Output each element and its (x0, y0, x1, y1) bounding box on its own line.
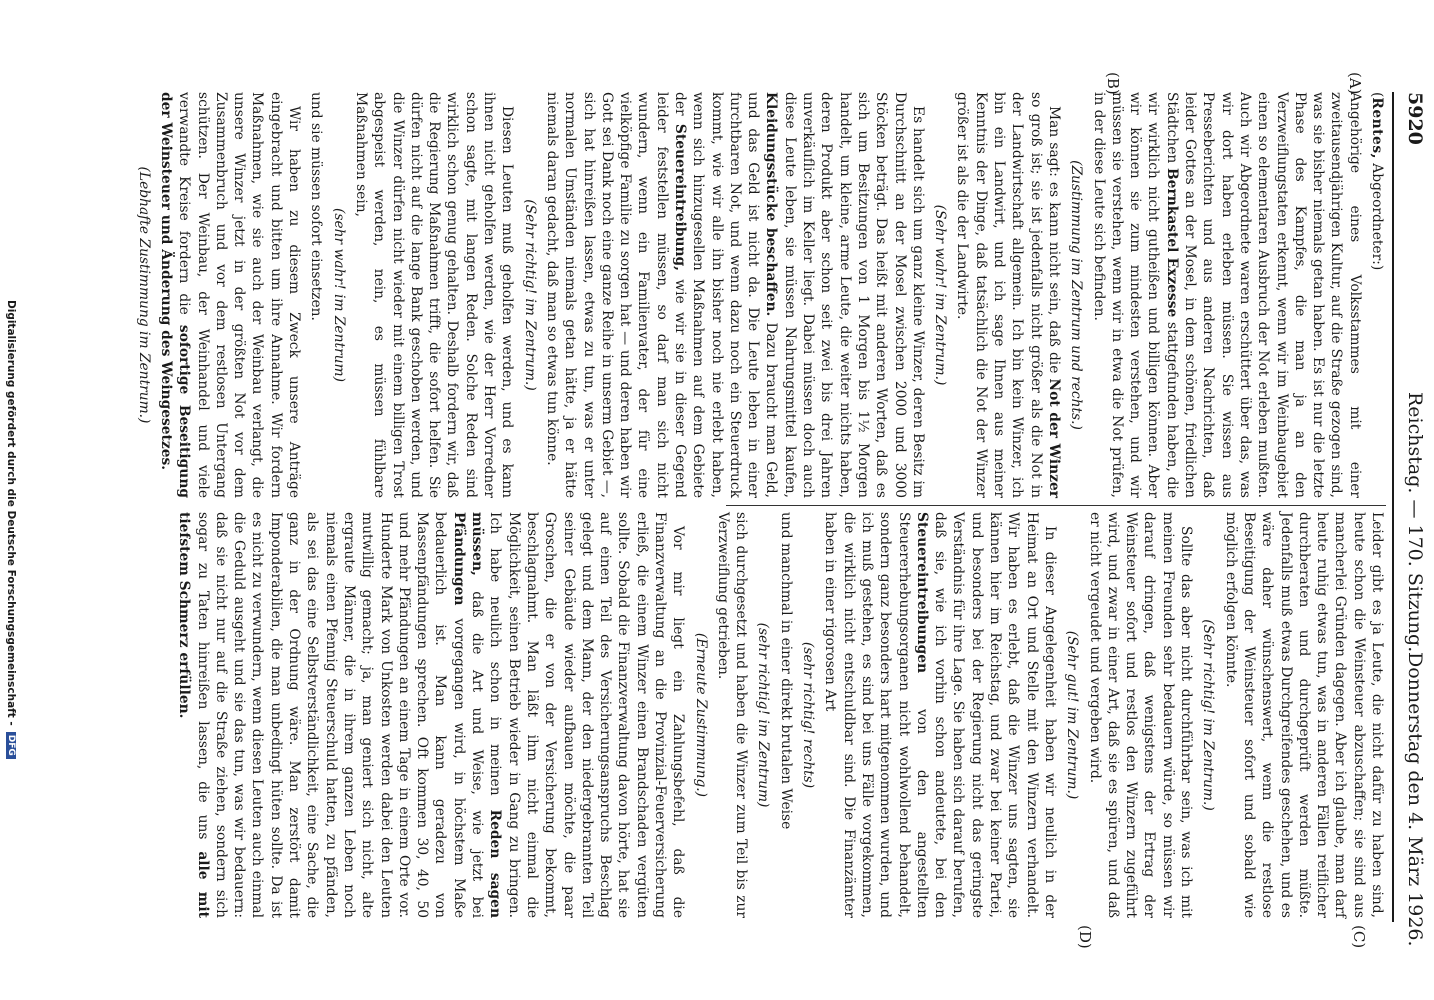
margin-marker-a: (A) (1346, 72, 1364, 95)
margin-marker-b: (B) (1104, 72, 1122, 95)
paragraph: und sie müssen sofort einsetzen. (308, 92, 325, 321)
header-rule (1392, 92, 1394, 922)
dfg-logo: DFG (6, 732, 16, 759)
left-column (135, 92, 1386, 499)
right-column (176, 512, 1386, 919)
paragraph: In dieser Angelegenheit haben wir neulich in der Heimat an Ort und Stelle mit den Winzern verhandelt. Wir haben es erlebt, daß die Winzer uns sagten, sie kännen hier im Reichstag, und zwar bei keiner Partei, und besonders bei der Regierung nicht das geringste Verständnis für ihre Lage. Sie haben sich darauf berufen, daß sie, wie ich vorhin schon andeutete, bei den Steuereintreibungen von den angestellten Steuererhebungsorganen nicht wohlwollend behandelt, sondern ganz besonders hart mitgenommen wurden, und ich muß gestehen, es sind bei uns Fälle vorgekommen, die wirklich nicht entschuldbar sind. Die Finanzämter haben in einer rigorosen Art (822, 512, 1058, 919)
reaction: (sehr richtig! im Zentrum) (755, 622, 772, 808)
credit-text: Digitalisierung gefördert durch die Deutsche Forschungsgemeinschaft - (5, 300, 17, 726)
reaction: (Zustimmung im Zentrum und rechts.) (1068, 160, 1085, 430)
paragraph: Sollte das aber nicht durchführbar sein, was ich mit meinen Freunden sehr bedauern würde, so müssen wir darauf dringen, daß wenigstens der Ertrag der Weinsteuer sofort und restlos den Winzern zugeführt wird, und zwar in einer Art, daß sie es spüren, und daß er nicht vergeudet und vergeben wird. (1086, 512, 1195, 918)
paragraph: und manchmal in einer direkt brutalen Weise (777, 512, 794, 830)
digitization-credit (3, 300, 17, 990)
reaction: (Sehr richtig! im Zentrum.) (1200, 619, 1217, 811)
margin-marker-c: (C) (1350, 925, 1368, 949)
speaker-role: Abgeordneter: (1369, 163, 1385, 265)
page-header (1396, 92, 1426, 947)
paragraph: sich durchgesetzt und haben die Winzer zum Teil bis zur Verzweiflung getrieben. (714, 512, 750, 918)
reaction: (sehr wahr! im Zentrum) (330, 208, 347, 382)
margin-marker-d: (D) (1076, 925, 1094, 949)
reaction: (Lebhafte Zustimmung im Zentrum.) (135, 166, 152, 424)
page-number: 5920 (1404, 92, 1426, 145)
reaction: (Sehr gut! im Zentrum.) (1064, 630, 1081, 800)
reaction: (Sehr wahr! im Zentrum.) (932, 204, 949, 386)
column-divider (726, 505, 1386, 506)
session-date: Donnerstag den 4. März 1926. (1404, 652, 1426, 947)
speaker-line: (Rentes, Abgeordneter:) (1369, 92, 1385, 271)
reaction: (Sehr richtig! im Zentrum.) (521, 199, 538, 391)
paragraph: Vor mir liegt ein Zahlungsbefehl, daß die Finanzverwaltung an die Provinzial-Feuerversicherung erließ, die einem Winzer einen Brandschaden vergüten sollte. Sobald die Finanzverwaltung davon hörte, hat sie auf einen Teil des Versicherungsanspruchs Beschlag gelegt und dem Mann, der den niedergebrannten Teil seiner Gebäude wieder aufbauen möchte, die paar Groschen, die er von der Versicherung bekommt, beschlagnahmt. Man läßt ihm nicht einmal die Möglichkeit, seinen Betrieb wieder in Gang zu bringen. Ich habe neulich schon in meinen Reden sagen müssen, daß die Art und Weise, wie jetzt bei Pfändungen vorgegangen wird, in höchstem Maße bedauerlich ist. Man kann geradezu von Massenpfändungen sprechen. Oft kommen 30, 40, 50 und mehr Pfändungen an einem Tage in einem Orte vor. Hunderte Mark von Unkosten werden dabei den Leuten mutwillig gemacht; ja, man geniert sich nicht, alte ergraute Männer, die in ihrem ganzen Leben noch niemals einen Pfennig Steuerschuld hatten, zu pfänden, als sei das eine Selbstverständlichkeit, eine Sache, die ganz in der Ordnung wäre. Man zerstört damit Imponderabilien, die man unbedingt hüten sollte. Da ist es nicht zu verwundern, wenn diesen Leuten auch einmal die Geduld ausgeht und sie das tun, was wir bedauern: daß sie nicht nur auf die Straße ziehen, sondern sich sogar zu Taten hinreißen lassen, die uns alle mit tiefstem Schmerz erfüllen. (176, 512, 687, 919)
paragraph: Leider gibt es ja Leute, die nicht dafür zu haben sind, heute schon die Weinsteuer abzuschaffen; sie sind aus mancherlei Gründen dagegen. Aber ich glaube, man darf heute ruhig etwas tun, was in anderen Fällen reiflicher durchberaten und durchgeprüft werden müßte. Jedenfalls muß etwas Durchgreifendes geschehen, und es wäre daher wünschenswert, wenn die restlose Beseitigung der Weinsteuer sofort und sobald wie möglich erfolgen könnte. (1222, 512, 1385, 918)
paragraph: Man sagt: es kann nicht sein, daß die Not der Winzer so groß ist; sie ist jedenfalls nicht größer als die Not in der Landwirtschaft allgemein. Ich bin kein Winzer, ich bin ein Landwirt, und ich sage Ihnen aus meiner Kenntnis der Dinge, daß tatsächlich die Not der Winzer größer ist als die der Landwirte. (954, 92, 1062, 498)
paragraph: Diesen Leuten muß geholfen werden, und es kann ihnen nicht geholfen werden, wie der Herr Vorredner schon sagte, mit langen Reden. Solche Reden sind wirklich schon genug gehalten. Deshalb fordern wir, daß die Regierung Maßnahmen trifft, die sofort helfen. Sie dürfen nicht auf die lange Bank geschoben werden, und die Winzer dürfen nicht wieder mit einem billigen Trost abgespeist werden, nein, es müssen fühlbare Maßnahmen sein, (352, 92, 516, 498)
reaction: (sehr richtig! rechts) (800, 641, 817, 789)
paragraph: Wir haben zu diesem Zweck unsere Anträge eingebracht und bitten um ihre Annahme. Wir fordern Maßnahmen, wie sie auch der Weinbau verlangt, die unsere Winzer jetzt in der größten Not vor dem Zusammenbruch und vor dem restlosen Untergang schützen. Der Weinbau, der Weinhandel und viele verwandte Kreise fordern die sofortige Beseitigung der Weinsteuer und Änderung des Weingesetzes. (158, 92, 303, 499)
reaction: (Erneute Zustimmung.) (692, 632, 709, 798)
paragraph: Angehörige eines Volksstammes mit einer zweitausendjährigen Kultur, auf die Straße gezogen sind, was sie bisher niemals getan haben. Es ist nur die letzte Phase des Kampfes, die man ja an den Verzweiflungstaten erkennt, wenn wir im Weinbaugebiet einen so elementaren Ausbruch der Not erleben mußten. Auch wir Abgeordnete waren erschüttert über das, was wir dort haben erleben müssen. Sie wissen aus Presseberichten und aus anderen Nachrichten, daß leider Gottes an der Mosel, in dem schönen, friedlichen Städtchen Bernkastel Exzesse stattgefunden haben, die wir wirklich nicht gutheißen und billigen können. Aber wir können sie zum mindesten verstehen, und wir müssen sie verstehen, wenn wir in etwa die Not prüfen, in der diese Leute sich befinden. (1090, 92, 1363, 498)
paragraph: Es handelt sich um ganz kleine Winzer, deren Besitz im Durchschnitt an der Mosel zwischen 2000 und 3000 Stöcken beträgt. Das heißt mit anderen Worten, daß es sich um Besitzungen von 1 Morgen bis 1½ Morgen handelt, um kleine, arme Leute, die weiter nichts haben, deren Produkt aber schon seit zwei bis drei Jahren unverkäuflich im Keller liegt. Dabei müssen doch auch diese Leute leben, sie müssen Nahrungsmittel kaufen, Kleidungsstücke beschaffen. Dazu braucht man Geld, und das Geld ist nicht da. Die Leute leben in einer furchtbaren Not, und wenn dazu noch ein Steuerdruck kommt, wie wir alle ihn bisher noch nie erlebt haben, wenn sich hinzugesellen Maßnahmen auf dem Gebiete der Steuereintreibung, wie wir sie in dieser Gegend leider feststellen müssen, so darf man sich nicht wundern, wenn ein Familienvater, der für eine vielköpfige Familie zu sorgen hat — und deren haben wir Gott sei Dank noch eine ganze Reihe in unserm Gebiet —, sich hat hinreißen lassen, etwas zu tun, was er unter normalen Umständen niemals getan hätte, ja er hätte niemals daran gedacht, daß man so etwas tun könne. (543, 92, 926, 499)
session-title: Reichstag. — 170. Sitzung. (1404, 392, 1426, 653)
speaker-name: Rentes, (1369, 97, 1385, 159)
